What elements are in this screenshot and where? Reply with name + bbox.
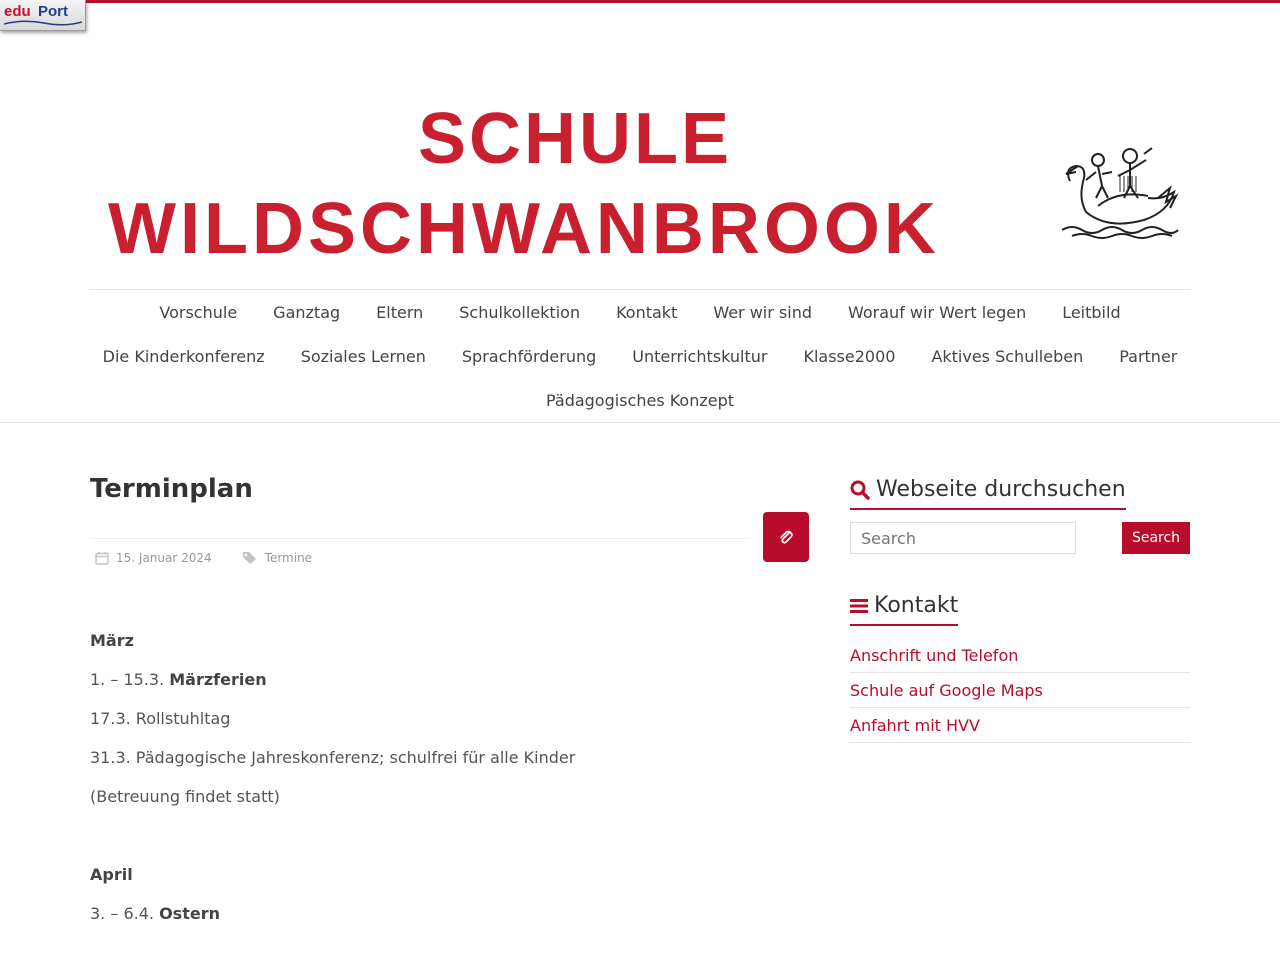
paperclip-icon	[778, 529, 794, 545]
swan-logo-icon	[1058, 146, 1188, 241]
link-anschrift-telefon[interactable]: Anschrift und Telefon	[850, 638, 1190, 673]
event-line: 31.3. Pädagogische Jahreskonferenz; schulfrei für alle Kinder	[90, 748, 576, 767]
page-title: Terminplan	[90, 474, 253, 504]
top-border	[0, 0, 1280, 3]
month-heading-maerz: März	[90, 631, 134, 650]
nav-item-unterrichtskultur[interactable]: Unterrichtskultur	[632, 346, 768, 366]
logo-title-line1[interactable]: SCHULE	[418, 99, 733, 179]
nav-item-soziales-lernen[interactable]: Soziales Lernen	[300, 346, 426, 366]
contact-links	[850, 638, 1190, 743]
eduport-port-text: Port	[38, 3, 68, 20]
search-widget-title: Webseite durchsuchen	[850, 477, 1126, 510]
logo-title-line2[interactable]: WILDSCHWANBROOK	[108, 189, 940, 269]
main-navigation	[90, 290, 1190, 422]
nav-item-aktives-schulleben[interactable]: Aktives Schulleben	[931, 346, 1084, 366]
nav-item-worauf-wir-wert-legen[interactable]: Worauf wir Wert legen	[848, 302, 1027, 322]
nav-item-partner[interactable]: Partner	[1119, 346, 1178, 366]
nav-item-wer-wir-sind[interactable]: Wer wir sind	[713, 302, 812, 322]
search-icon	[850, 480, 870, 500]
nav-row-1	[90, 290, 1190, 334]
search-button[interactable]: Search	[1122, 522, 1190, 554]
month-heading-april: April	[90, 865, 133, 884]
event-line: 3. – 6.4. Ostern	[90, 904, 220, 923]
nav-item-leitbild[interactable]: Leitbild	[1062, 302, 1121, 322]
title-divider	[90, 538, 750, 539]
nav-row-2	[90, 334, 1190, 378]
search-input[interactable]	[850, 522, 1076, 554]
nav-item-sprachfoerderung[interactable]: Sprachförderung	[461, 346, 597, 366]
event-line: 1. – 15.3. Märzferien	[90, 670, 267, 689]
post-category[interactable]: Termine	[264, 551, 313, 565]
nav-item-ganztag[interactable]: Ganztag	[273, 302, 341, 322]
eduport-wave-icon	[4, 19, 82, 27]
contact-widget-title: Kontakt	[850, 593, 958, 626]
event-line: (Betreuung findet statt)	[90, 787, 280, 806]
event-line: 17.3. Rollstuhltag	[90, 709, 231, 728]
calendar-icon	[95, 551, 109, 565]
nav-item-paedagogisches-konzept[interactable]: Pädagogisches Konzept	[545, 390, 735, 410]
tag-icon	[242, 551, 258, 565]
link-anfahrt-hvv[interactable]: Anfahrt mit HVV	[850, 708, 1190, 743]
nav-item-vorschule[interactable]: Vorschule	[159, 302, 238, 322]
nav-item-kinderkonferenz[interactable]: Die Kinderkonferenz	[102, 346, 265, 366]
nav-bottom-divider	[0, 422, 1280, 423]
attachment-button[interactable]	[763, 512, 809, 562]
post-content	[90, 630, 790, 942]
nav-row-3	[90, 378, 1190, 422]
bars-icon	[850, 598, 868, 614]
post-date[interactable]: 15. Januar 2024	[116, 551, 212, 565]
link-google-maps[interactable]: Schule auf Google Maps	[850, 673, 1190, 708]
nav-item-eltern[interactable]: Eltern	[376, 302, 424, 322]
nav-item-schulkollektion[interactable]: Schulkollektion	[459, 302, 581, 322]
nav-item-klasse2000[interactable]: Klasse2000	[803, 346, 896, 366]
nav-item-kontakt[interactable]: Kontakt	[616, 302, 678, 322]
eduport-logo[interactable]	[0, 0, 86, 31]
post-meta	[95, 551, 312, 565]
eduport-edu-text: edu	[4, 3, 31, 20]
